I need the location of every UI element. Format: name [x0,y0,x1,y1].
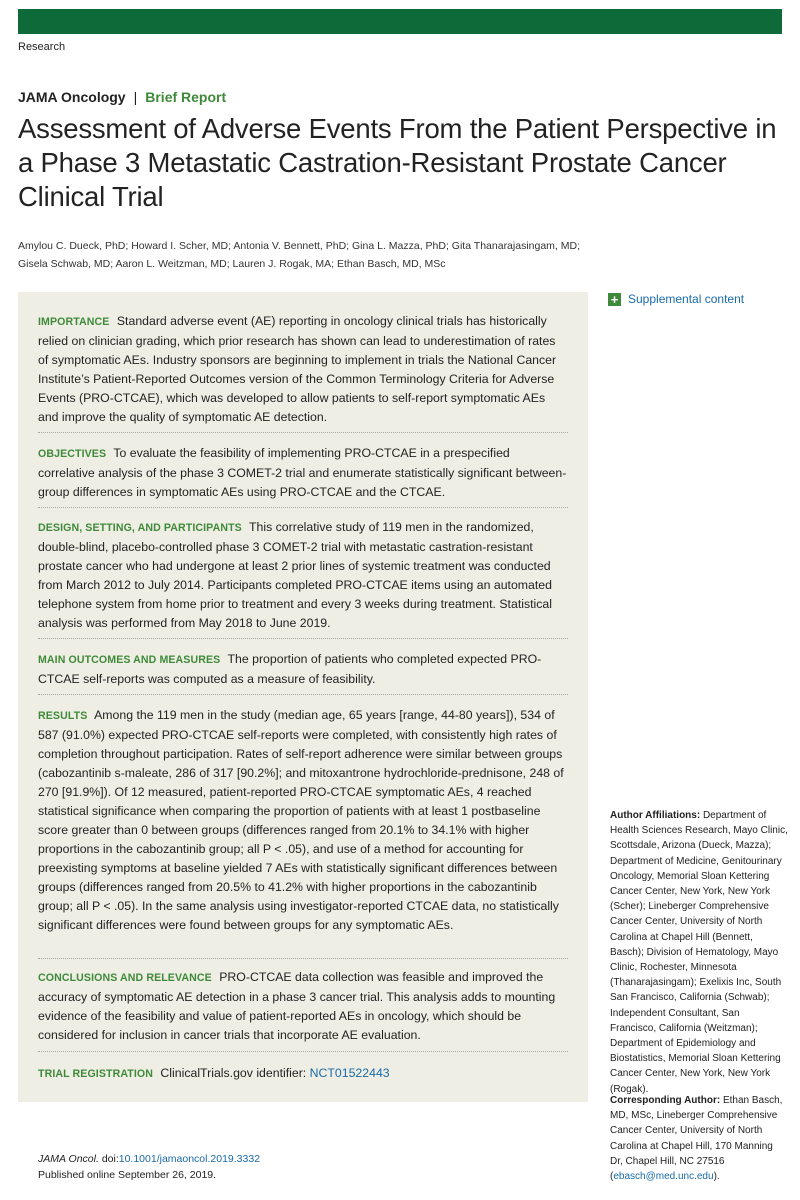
article-type: Brief Report [145,89,227,105]
author-list [18,237,618,273]
plus-icon: + [608,293,621,306]
authors-line-1: Amylou C. Dueck, PhD; Howard I. Scher, MD; Antonia V. Bennett, PhD; Gina L. Mazza, PhD; Gita Thanarajasingam, MD; [18,240,581,252]
abstract-results [38,706,568,935]
section-divider [38,432,568,433]
conclusions-text: PRO-CTCAE data collection was feasible and improved the accuracy of symptomatic AE detection in a phase 3 cancer trial. This analysis adds to mounting evidence of the feasibility and value of patient-reported AEs in oncology, which should be considered for inclusion in cancer trials that incorporate AE evaluation. [38,970,556,1042]
journal-separator: | [133,89,138,105]
importance-heading: IMPORTANCE [38,316,110,328]
journal-line [18,89,226,105]
citation-footer [38,1151,260,1183]
design-heading: DESIGN, SETTING, AND PARTICIPANTS [38,522,242,534]
corresponding-label: Corresponding Author: [610,1095,721,1106]
abstract-outcomes [38,650,568,689]
corresponding-author [610,1093,788,1184]
affiliations-label: Author Affiliations: [610,810,701,821]
article-title: Assessment of Adverse Events From the Patient Perspective in a Phase 3 Metastatic Castration-Resistant Prostate Cancer Clinical Trial [18,113,777,212]
corresponding-text: Ethan Basch, MD, MSc, Lineberger Comprehensive Cancer Center, University of North Carolina at Chapel Hill, 170 Manning Dr, Chapel Hill, NC 27516 [610,1095,783,1167]
email-open-paren: ( [610,1171,614,1183]
results-text: Among the 119 men in the study (median age, 65 years [range, 44-80 years]), 534 of 587 (91.0%) expected PRO-CTCAE self-reports were completed, with consistently high rates of completion throughout participation. Rates of self-report adherence were similar between groups (cabozantinib s-maleate, 286 of 317 [90.2%]; and mitoxantrone hydrochloride-prednisone, 248 of 270 [91.9%]). Of 12 measured, patient-reported PRO-CTCAE symptomatic AEs, 4 reached statistical significance when comparing the proportion of patients with at least 1 postbaseline score greater than 0 between groups (differences ranged from 20.1% to 34.1% with higher proportions in the cabozantinib group; all P < .05), and use of a method for accounting for preexisting symptoms at baseline yielded 7 AEs with statistically significant differences between groups (differences ranged from 20.5% to 41.2% with higher proportions in the cabozantinib group; all P < .05). In the same analysis using investigator-reported CTCAE data, no statistically significant differences were found between groups for any symptomatic AEs. [38,708,564,932]
registration-heading: TRIAL REGISTRATION [38,1068,153,1080]
results-heading: RESULTS [38,710,88,722]
outcomes-text: The proportion of patients who completed expected PRO-CTCAE self-reports was computed as a measure of feasibility. [38,652,542,686]
journal-header-bar [18,9,782,34]
abstract-objectives [38,444,568,502]
abstract-design [38,518,568,633]
journal-abbrev: JAMA Oncol. [38,1153,99,1165]
email-close-paren: ). [713,1171,720,1183]
section-label: Research [18,41,66,53]
design-text: This correlative study of 119 men in the randomized, double-blind, placebo-controlled phase 3 COMET-2 trial with metastatic castration-resistant prostate cancer who had undergone at least 2 prior lines of systemic treatment was conducted from March 2012 to July 2014. Participants completed PRO-CTCAE items using an automated telephone system from home prior to treatment and every 3 weeks during treatment. Statistical analysis was performed from May 2018 to June 2019. [38,520,552,630]
importance-text: Standard adverse event (AE) reporting in oncology clinical trials has historically relied on clinician grading, which prior research has shown can lead to underestimation of rates of symptomatic AEs. Industry sponsors are beginning to implement in trials the National Cancer Institute’s Patient-Reported Outcomes version of the Common Terminology Criteria for Adverse Events (PRO-CTCAE), which was developed to allow patients to self-report symptomatic AEs and improve the quality of symptomatic AE detection. [38,314,557,424]
objectives-heading: OBJECTIVES [38,448,107,460]
journal-name: JAMA Oncology [18,89,126,105]
abstract-conclusions [38,968,568,1045]
abstract-importance [38,312,568,427]
section-divider [38,1051,568,1052]
section-divider [38,958,568,959]
authors-line-2: Gisela Schwab, MD; Aaron L. Weitzman, MD; Lauren J. Rogak, MA; Ethan Basch, MD, MSc [18,258,446,270]
conclusions-heading: CONCLUSIONS AND RELEVANCE [38,972,212,984]
published-date: Published online September 26, 2019. [38,1169,217,1181]
abstract-registration [38,1064,568,1084]
doi-link[interactable]: 10.1001/jamaoncol.2019.3332 [118,1153,261,1165]
section-divider [38,638,568,639]
trial-id-link[interactable]: NCT01522443 [309,1066,390,1080]
supplemental-label: Supplemental content [628,292,745,306]
doi-prefix: doi: [101,1153,119,1165]
section-divider [38,694,568,695]
supplemental-content-link[interactable] [608,292,744,306]
registration-text: ClinicalTrials.gov identifier: [160,1066,307,1080]
doi-line [38,1151,260,1167]
author-affiliations [610,808,788,1097]
affiliations-text: Department of Health Sciences Research, Mayo Clinic, Scottsdale, Arizona (Dueck, Mazza); Department of Medicine, Genitourinary Oncology, Memorial Sloan Kettering Cancer Center, New York, New York (Scher); Lineberger Comprehensive Cancer Center, University of North Carolina at Chapel Hill (Bennett, Basch); Division of Hematology, Mayo Clinic, Rochester, Minnesota (Thanarajasingam); Exelixis Inc, South San Francisco, California (Schwab); Independent Consultant, San Francisco, California (Weitzman); Department of Epidemiology and Biostatistics, Memorial Sloan Kettering Cancer Center, New York, New York (Rogak). [610,810,788,1095]
section-divider [38,507,568,508]
objectives-text: To evaluate the feasibility of implementing PRO-CTCAE in a prespecified correlative analysis of the phase 3 COMET-2 trial and enumerate statistically significant between-group differences in symptomatic AEs using PRO-CTCAE and the CTCAE. [38,446,567,499]
email-link[interactable]: ebasch@med.unc.edu [613,1171,714,1183]
abstract-box [18,292,588,1102]
outcomes-heading: MAIN OUTCOMES AND MEASURES [38,654,221,666]
